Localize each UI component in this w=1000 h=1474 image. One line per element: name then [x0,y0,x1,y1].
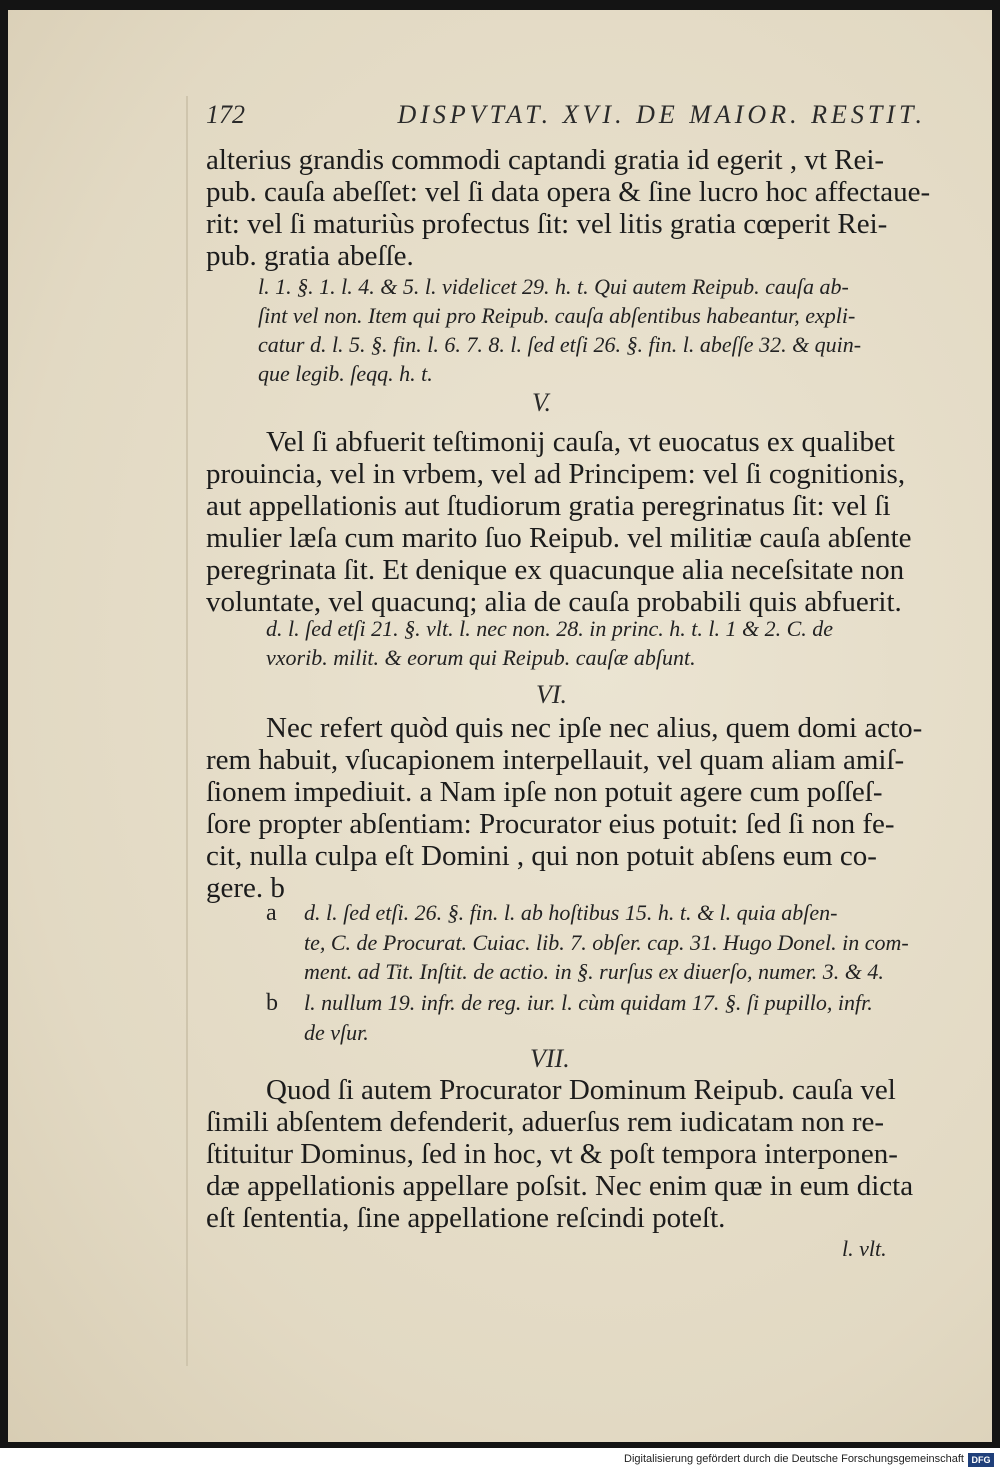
note-line: ſint vel non. Item qui pro Reipub. cauſa abſentibus habeantur, expli- [258,303,856,328]
text-line: eſt ſententia, ſine appellatione reſcindi poteſt. [206,1202,726,1234]
text-line: aut appellationis aut ſtudiorum gratia peregrinatus ſit: vel ſi [206,490,891,522]
text-line: mulier læſa cum marito ſuo Reipub. vel militiæ cauſa abſente [206,522,912,554]
section-number-vii: VII. [530,1044,570,1073]
section-v-note [266,614,833,672]
note-line: te, C. de Procurat. Cuiac. lib. 7. obſer. cap. 31. Hugo Donel. in com- [304,930,909,955]
footer-bar [0,1448,1000,1474]
note-line: de vſur. [304,1020,369,1045]
note-line [266,898,909,928]
note-line: d. l. ſed etſi 21. §. vlt. l. nec non. 28. in princ. h. t. l. 1 & 2. C. de [266,616,834,641]
page-gutter-line [186,96,188,1366]
text-line: Quod ſi autem Procurator Dominum Reipub. cauſa vel [266,1074,896,1106]
text-line: Nec refert quòd quis nec ipſe nec alius, quem domi acto- [266,712,923,744]
text-line: peregrinata ſit. Et denique ex quacunque alia neceſsitate non [206,554,905,586]
section-vi-text [206,712,922,904]
running-title: DISPVTAT. XVI. DE MAIOR. RESTIT. [397,100,926,129]
text-line: ſtituitur Dominus, ſed in hoc, vt & poſt tempora interponen- [206,1138,898,1170]
text-line: voluntate, vel quacunq; alia de cauſa probabili quis abfuerit. [206,586,902,618]
section-vii-text [206,1074,913,1234]
text-line: gere. b [206,872,285,904]
page-number: 172 [206,100,245,129]
text-line: alterius grandis commodi captandi gratia id egerit , vt Rei- [206,144,885,176]
note-line: catur d. l. 5. §. fin. l. 6. 7. 8. l. ſed etſi 26. §. fin. l. abeſſe 32. & quin- [258,332,862,357]
text-line: pub. gratia abeſſe. [206,240,414,272]
note-text: d. l. ſed etſi. 26. §. fin. l. ab hoſtibus 15. h. t. & l. quia abſen- [304,900,838,925]
dfg-logo: DFG [968,1453,994,1467]
section-vi-note-a [266,898,909,986]
note-line: l. 1. §. 1. l. 4. & 5. l. videlicet 29. h. t. Qui autem Reipub. cauſa ab- [258,274,849,299]
text-line: rem habuit, vſucapionem interpellauit, vel quam aliam amiſ- [206,744,905,776]
page-header [206,100,926,140]
paragraph-continuation [206,144,930,272]
marginal-note [258,272,861,388]
text-line: Vel ſi abfuerit teſtimonij cauſa, vt euocatus ex qualibet [266,426,895,458]
note-line [266,988,873,1018]
catchword: l. vlt. [842,1236,887,1261]
text-line: cit, nulla culpa eſt Domini , qui non potuit abſens eum co- [206,840,877,872]
note-marker: a [266,900,277,926]
section-number-v: V. [532,388,552,417]
note-line: ment. ad Tit. Inſtit. de actio. in §. rurſus ex diuerſo, numer. 3. & 4. [304,959,884,984]
text-line: prouincia, vel in vrbem, vel ad Principem: vel ſi cognitionis, [206,458,906,490]
section-v-text [206,426,912,618]
text-line: ſore propter abſentiam: Procurator eius potuit: ſed ſi non fe- [206,808,895,840]
text-line: dæ appellationis appellare poſsit. Nec enim quæ in eum dicta [206,1170,914,1202]
note-text: l. nullum 19. infr. de reg. iur. l. cùm quidam 17. §. ſi pupillo, infr. [304,990,873,1015]
note-marker: b [266,990,278,1016]
text-line: ſimili abſentem defenderit, aduerſus rem iudicatam non re- [206,1106,885,1138]
note-line: que legib. ſeqq. h. t. [258,361,433,386]
text-line: rit: vel ſi maturiùs profectus ſit: vel litis gratia cœperit Rei- [206,208,888,240]
section-number-vi: VI. [536,680,568,709]
section-vi-note-b [266,988,873,1047]
footer-credit: Digitalisierung gefördert durch die Deutsche Forschungsgemeinschaft [624,1453,964,1465]
text-line: ſionem impediuit. a Nam ipſe non potuit agere cum poſſeſ- [206,776,883,808]
text-line: pub. cauſa abeſſet: vel ſi data opera & ſine lucro hoc affectaue- [206,176,931,208]
note-line: vxorib. milit. & eorum qui Reipub. cauſæ abſunt. [266,645,696,670]
